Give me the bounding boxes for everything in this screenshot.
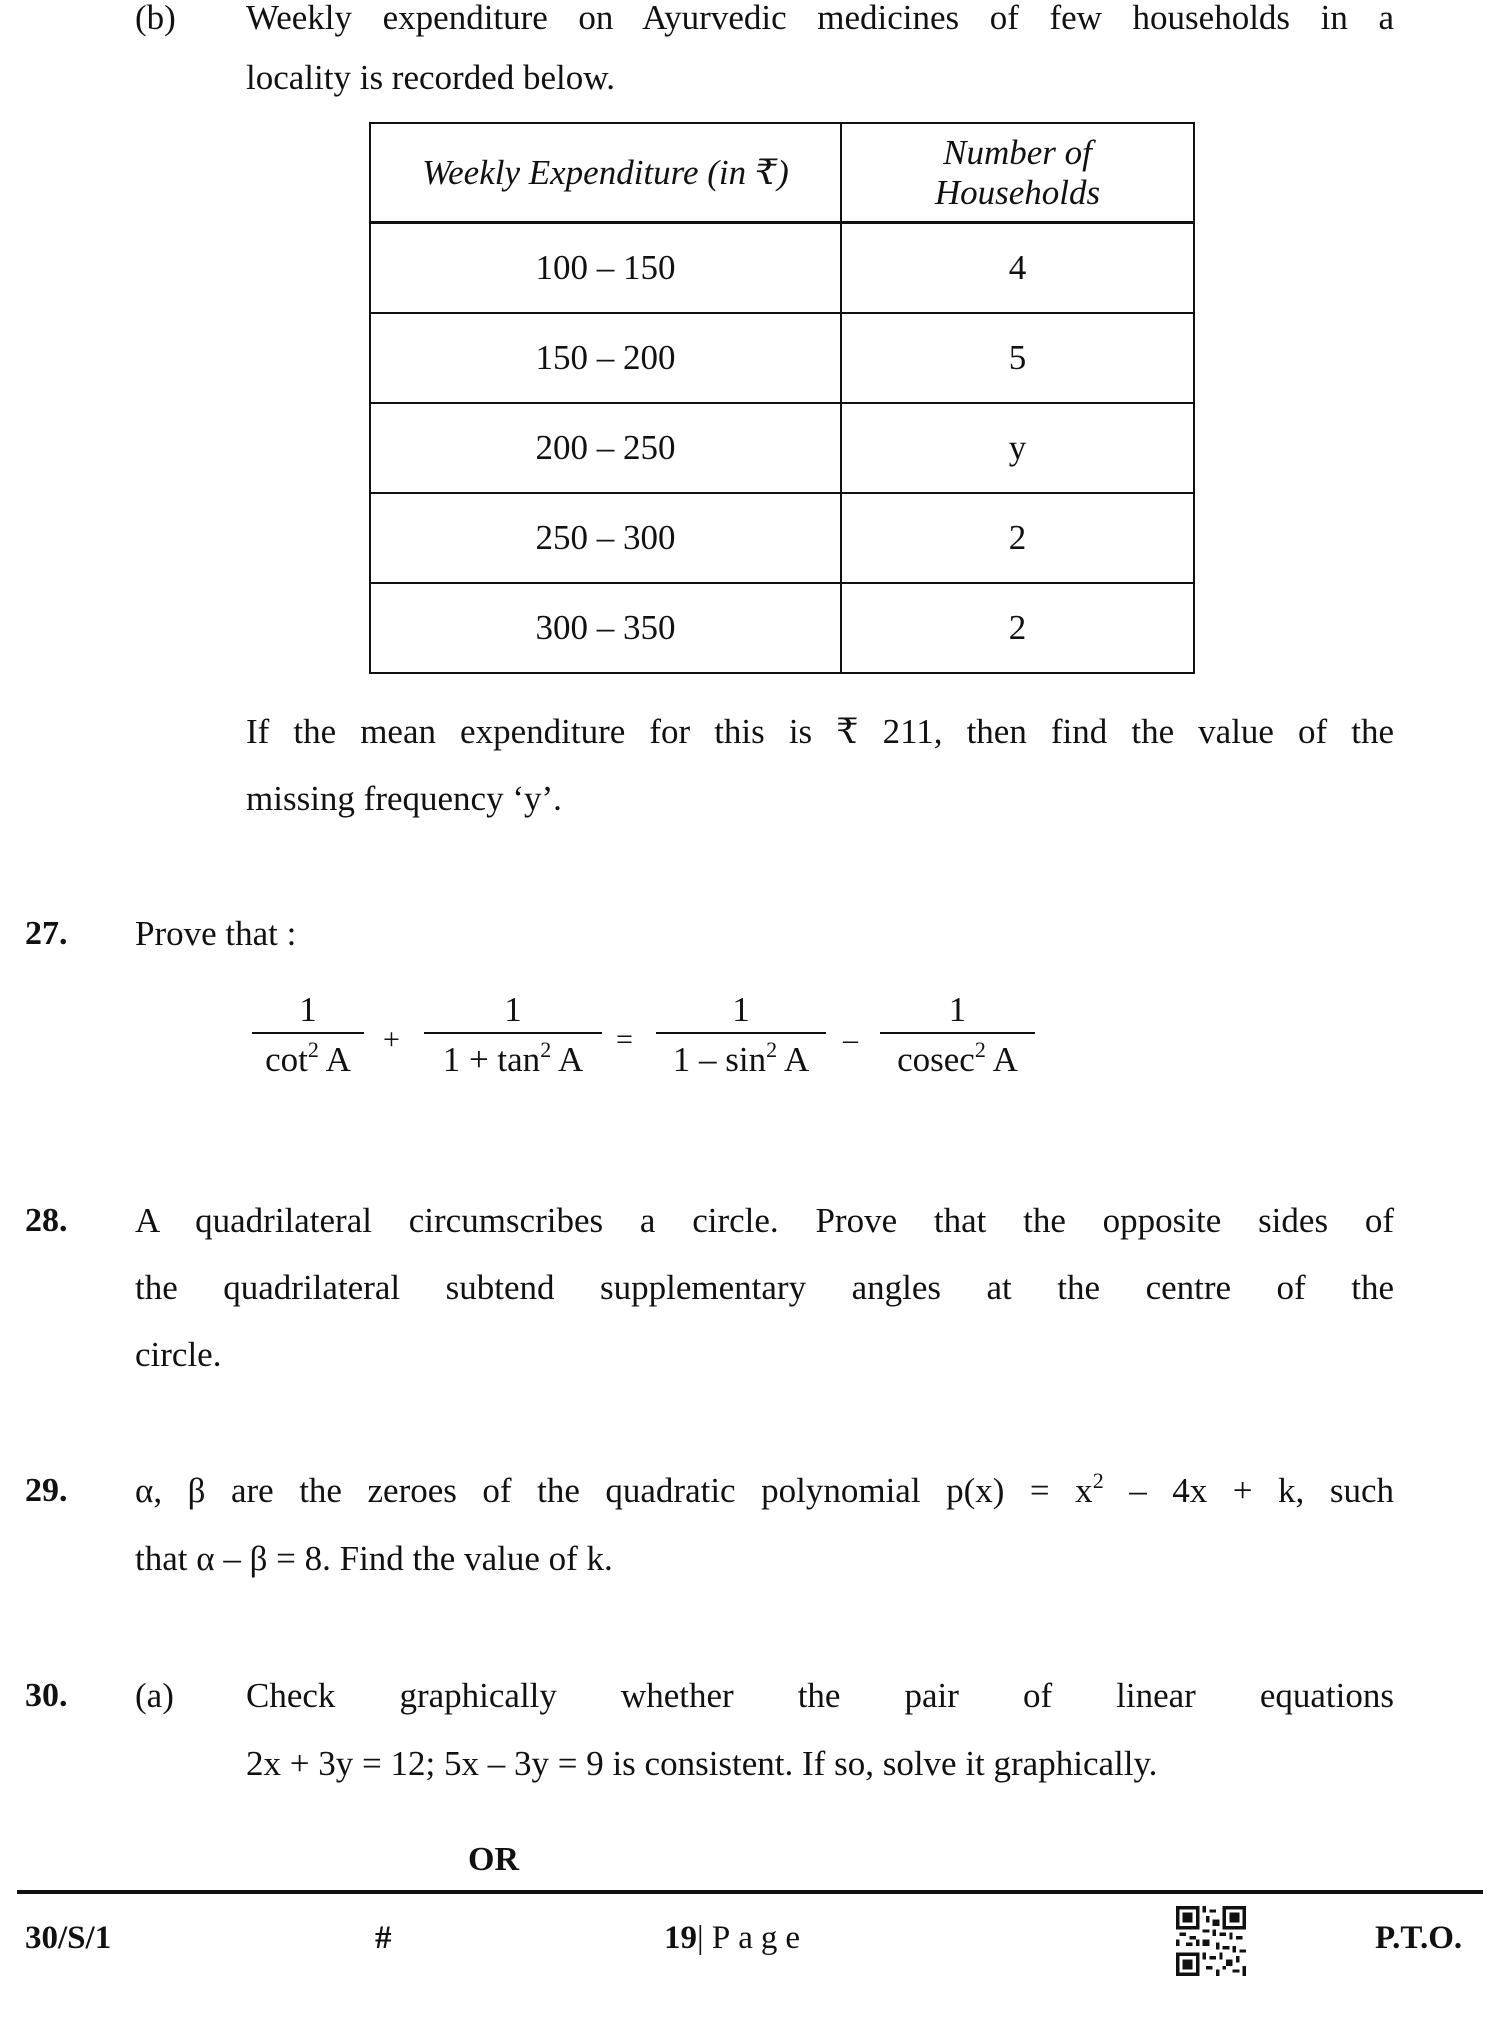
count-cell: 5: [841, 313, 1194, 403]
sub-question-label: (b): [135, 0, 176, 37]
fraction: [880, 990, 1035, 1080]
plus-operator: +: [383, 1023, 400, 1056]
page-indicator: [664, 1918, 808, 1958]
question-text-line: missing frequency ‘y’.: [246, 779, 562, 818]
question-text-line: Weekly expenditure on Ayurvedic medicines of few households in a: [246, 0, 1394, 37]
fraction-numerator: 1: [504, 990, 522, 1029]
question-text-line: A quadrilateral circumscribes a circle. Prove that the opposite sides of: [135, 1201, 1394, 1240]
question-text-line: that α – β = 8. Find the value of k.: [135, 1539, 613, 1578]
page-separator: |: [697, 1920, 704, 1956]
minus-operator: –: [843, 1023, 858, 1056]
fraction: [656, 990, 826, 1080]
question-text-line: circle.: [135, 1335, 222, 1374]
fraction-numerator: 1: [732, 990, 750, 1029]
question-text-line: 2x + 3y = 12; 5x – 3y = 9 is consistent. If so, solve it graphically.: [246, 1744, 1158, 1783]
range-cell: 100 – 150: [370, 223, 841, 314]
question-number: 28.: [25, 1202, 68, 1239]
count-cell: y: [841, 403, 1194, 493]
question-text-line: Check graphically whether the pair of linear equations: [246, 1676, 1394, 1715]
range-cell: 150 – 200: [370, 313, 841, 403]
table-header-row: [370, 123, 1194, 223]
fraction-numerator: 1: [299, 990, 317, 1029]
count-cell: 4: [841, 223, 1194, 314]
fraction: [252, 990, 364, 1080]
table-row: [370, 313, 1194, 403]
page-number: 19: [664, 1920, 697, 1956]
question-number: 29.: [25, 1472, 68, 1509]
fraction-denominator: $\cot^2 A$: [265, 1037, 351, 1079]
question-text-line: α, β are the zeroes of the quadratic polynomial $p(x) = x^2 - 4x + k$, such: [135, 1468, 1394, 1510]
count-cell: 2: [841, 493, 1194, 583]
question-number: 30.: [25, 1677, 68, 1714]
pto-label: P.T.O.: [1375, 1920, 1463, 1956]
column-header-households: [841, 123, 1194, 223]
question-text-line: Prove that :: [135, 914, 297, 953]
qr-code-icon: [1176, 1906, 1246, 1976]
column-header-line: Number of: [943, 132, 1092, 172]
fraction-denominator: $1 + \tan^2 A$: [442, 1037, 584, 1079]
hash-mark: #: [375, 1920, 392, 1956]
table-row: [370, 583, 1194, 673]
fraction-denominator: cosec$^2$ A: [897, 1037, 1018, 1079]
or-separator: OR: [468, 1841, 519, 1878]
question-text-line: the quadrilateral subtend supplementary angles at the centre of the: [135, 1268, 1394, 1307]
question-text-line: If the mean expenditure for this is ₹ 211, then find the value of the: [246, 712, 1394, 751]
page-word: Page: [711, 1920, 809, 1956]
equals-operator: =: [616, 1023, 633, 1056]
question-number: 27.: [25, 915, 68, 952]
fraction-numerator: 1: [948, 990, 967, 1029]
column-header-expenditure: Weekly Expenditure (in ₹): [370, 123, 841, 223]
fraction: [424, 990, 602, 1080]
count-cell: 2: [841, 583, 1194, 673]
table-row: [370, 223, 1194, 314]
column-header-line: Households: [934, 172, 1101, 212]
expenditure-table: [369, 122, 1195, 674]
sub-question-label: (a): [135, 1676, 174, 1715]
table-row: [370, 493, 1194, 583]
footer-divider: [17, 1890, 1483, 1894]
range-cell: 200 – 250: [370, 403, 841, 493]
range-cell: 300 – 350: [370, 583, 841, 673]
range-cell: 250 – 300: [370, 493, 841, 583]
table-row: [370, 403, 1194, 493]
question-text-line: locality is recorded below.: [246, 58, 615, 97]
paper-code: 30/S/1: [25, 1920, 112, 1956]
fraction-denominator: $1 - \sin^2 A$: [672, 1037, 810, 1079]
